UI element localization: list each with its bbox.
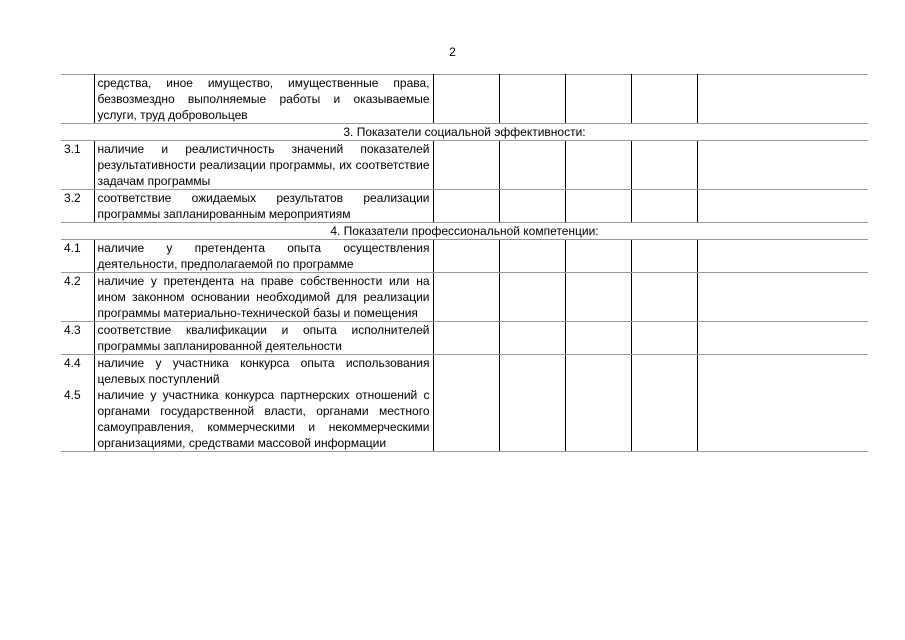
score-cell — [631, 387, 697, 452]
criterion-text: соответствие ожидаемых результатов реализации программы запланированным мероприятиям — [94, 190, 433, 223]
score-cell — [433, 322, 499, 355]
score-cell — [433, 190, 499, 223]
table-row — [61, 240, 868, 273]
score-cell — [433, 387, 499, 452]
evaluation-criteria-table — [61, 74, 868, 452]
score-cell — [565, 240, 631, 273]
score-cell — [697, 322, 868, 355]
section-title: 4. Показатели профессиональной компетенции: — [61, 223, 868, 240]
score-cell — [631, 273, 697, 322]
score-cell — [433, 355, 499, 388]
criterion-text: средства, иное имущество, имущественные права, безвозмездно выполняемые работы и оказываемые услуги, труд добровольцев — [94, 75, 433, 124]
score-cell — [499, 75, 565, 124]
row-number: 4.2 — [61, 273, 94, 322]
score-cell — [631, 141, 697, 190]
score-cell — [499, 141, 565, 190]
criterion-text: наличие у претендента опыта осуществления деятельности, предполагаемой по программе — [94, 240, 433, 273]
score-cell — [499, 322, 565, 355]
score-cell — [697, 273, 868, 322]
row-number: 4.4 — [61, 355, 94, 388]
criterion-text: соответствие квалификации и опыта исполнителей программы запланированной деятельности — [94, 322, 433, 355]
score-cell — [697, 240, 868, 273]
score-cell — [631, 240, 697, 273]
row-number: 3.2 — [61, 190, 94, 223]
score-cell — [565, 190, 631, 223]
row-number — [61, 75, 94, 124]
section-row — [61, 223, 868, 240]
table-row — [61, 273, 868, 322]
score-cell — [499, 240, 565, 273]
row-number: 4.3 — [61, 322, 94, 355]
table-row — [61, 355, 868, 388]
row-number: 3.1 — [61, 141, 94, 190]
score-cell — [697, 355, 868, 388]
section-title: 3. Показатели социальной эффективности: — [61, 124, 868, 141]
score-cell — [433, 240, 499, 273]
score-cell — [631, 190, 697, 223]
page-number: 2 — [449, 45, 456, 59]
score-cell — [499, 190, 565, 223]
score-cell — [697, 190, 868, 223]
score-cell — [697, 75, 868, 124]
score-cell — [631, 75, 697, 124]
score-cell — [565, 387, 631, 452]
table-row — [61, 322, 868, 355]
score-cell — [433, 141, 499, 190]
criterion-text: наличие у участника конкурса партнерских отношений с органами государственной власти, органами местного самоуправления, коммерческими и некоммерческими организациями, средствами массовой информации — [94, 387, 433, 452]
section-row — [61, 124, 868, 141]
score-cell — [565, 75, 631, 124]
score-cell — [697, 141, 868, 190]
table-row — [61, 141, 868, 190]
score-cell — [697, 387, 868, 452]
score-cell — [499, 355, 565, 388]
score-cell — [433, 75, 499, 124]
score-cell — [565, 322, 631, 355]
table-row — [61, 75, 868, 124]
table-row — [61, 190, 868, 223]
score-cell — [499, 273, 565, 322]
score-cell — [499, 387, 565, 452]
criterion-text: наличие и реалистичность значений показателей результативности реализации программы, их соответствие задачам программы — [94, 141, 433, 190]
score-cell — [433, 273, 499, 322]
score-cell — [565, 355, 631, 388]
score-cell — [565, 273, 631, 322]
score-cell — [631, 322, 697, 355]
criterion-text: наличие у участника конкурса опыта использования целевых поступлений — [94, 355, 433, 388]
row-number: 4.1 — [61, 240, 94, 273]
score-cell — [565, 141, 631, 190]
criterion-text: наличие у претендента на праве собственности или на ином законном основании необходимой для реализации программы материально-технической базы и помещения — [94, 273, 433, 322]
row-number: 4.5 — [61, 387, 94, 452]
table-row — [61, 387, 868, 452]
score-cell — [631, 355, 697, 388]
